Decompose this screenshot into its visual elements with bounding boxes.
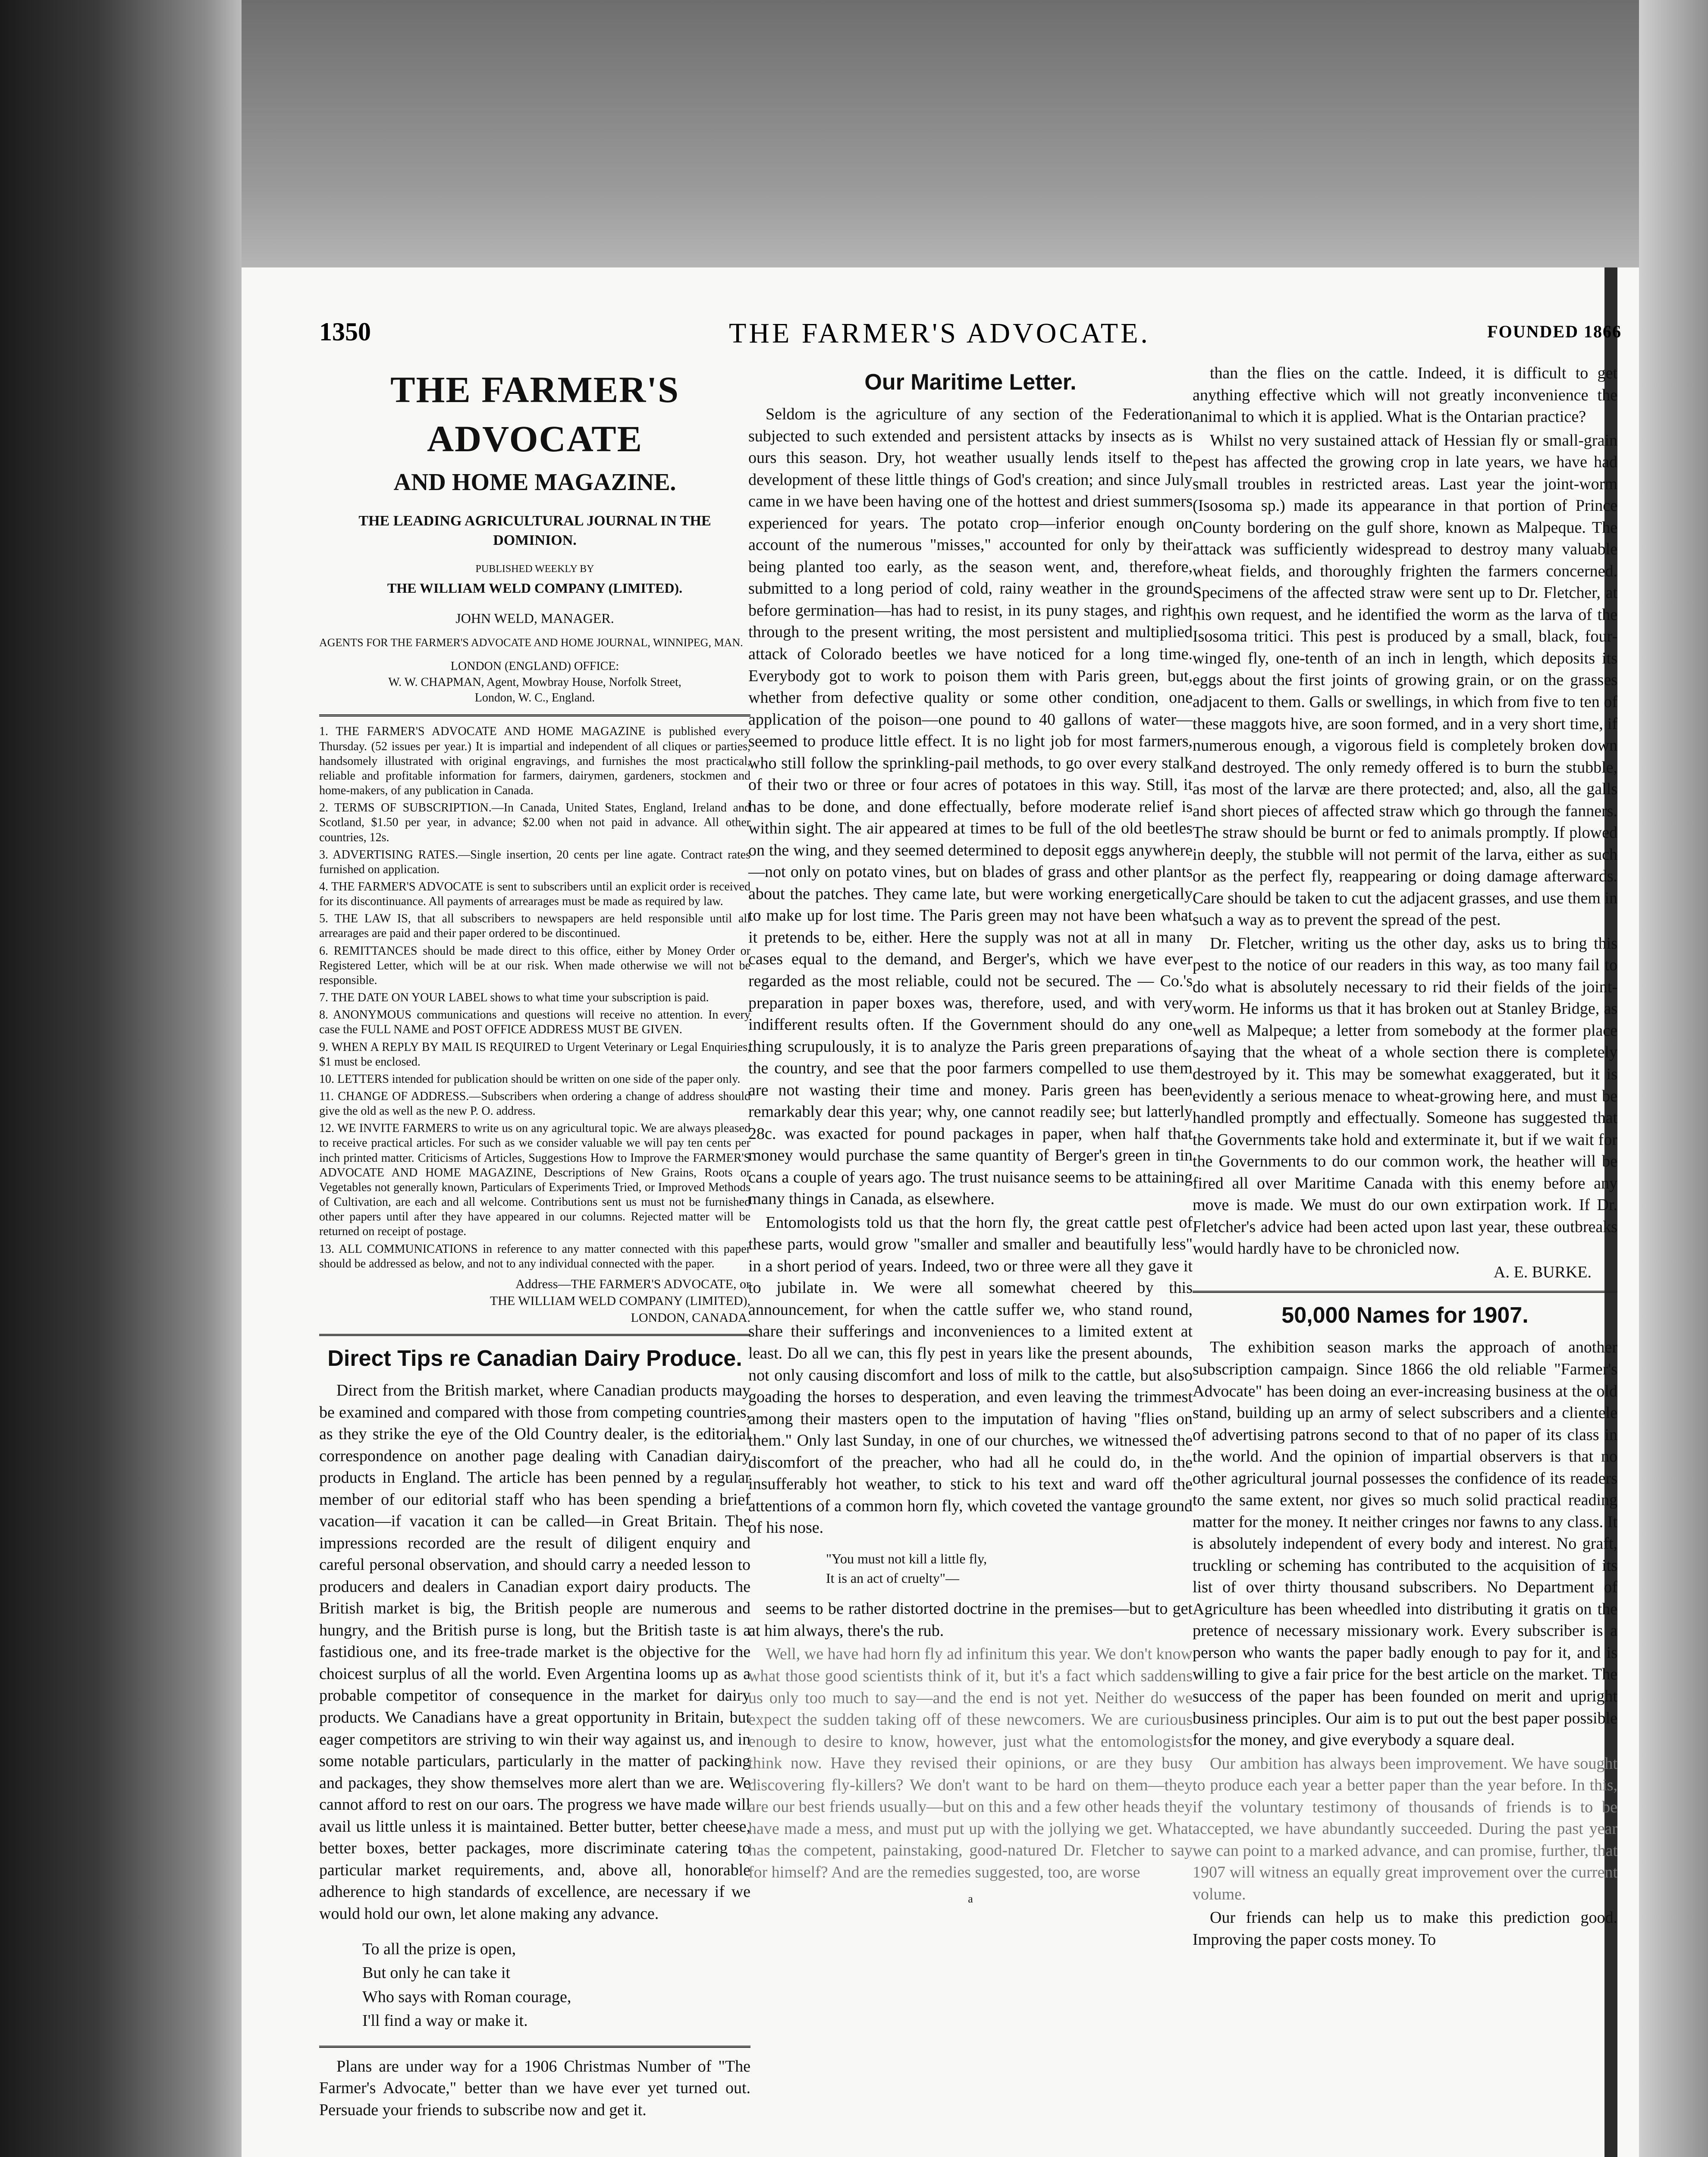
divider (319, 2046, 750, 2048)
poem (362, 1937, 750, 2032)
maritime-paragraph: seems to be rather distorted doctrine in the premises—but to get at him always, there's the rub. (748, 1600, 1193, 1640)
folio-mark: a (968, 1893, 973, 1905)
names-paragraph: Our friends can help us to make this prediction good. Improving the paper costs money. To (1193, 1909, 1617, 1949)
column-2 (748, 362, 1193, 1907)
notice-item: 8. ANONYMOUS communications and questions will receive no attention. In every case the FULL NAME and POST OFFICE ADDRESS MUST BE GIVEN. (319, 1008, 750, 1037)
notice-item: 5. THE LAW IS, that all subscribers to newspapers are held responsible until all arrearages are paid and their paper ordered to be discontinued. (319, 912, 750, 940)
christmas-number-note: Plans are under way for a 1906 Christmas Number of "The Farmer's Advocate," better than we have ever yet turned out. Persuade your friends to subscribe now and get it. (319, 2057, 750, 2119)
office-label: LONDON (ENGLAND) OFFICE: (450, 660, 619, 673)
maritime-continued: Whilst no very sustained attack of Hessian fly or small-grain pest has affected the growing crop in late years, we have had small troubles in restricted areas. Last year the joint-worm (Isosoma sp.) made its appearance in that portion of Prince County bordering on the gulf shore, known as Malpeque. The attack was sufficiently widespread to destroy many valuable wheat fields, and thoroughly frighten the farmers concerned. Specimens of the affected straw were sent up to Dr. Fletcher, at his own request, and he identified the worm as the larva of the Isosoma tritici. This pest is produced by a small, black, four-winged fly, one-tenth of an inch in length, which deposits its eggs about the first joints of growing grain, or on the grasses adjacent to them. Galls or swellings, in which from five to ten of these maggots hive, are soon formed, and in a very short time, if numerous enough, a vigorous field is completely broken down and destroyed. The only remedy offered is to burn the stubble, as most of the larvæ are there protected; and, also, all the galls and short pieces of affected straw which go through the fanners. The straw should be burnt or fed to animals promptly. If plowed in deeply, the stubble will not permit of the larva, either as such or as the perfect fly, reappearing or doing damage afterwards. Care should be taken to cut the adjacent grasses, and use them in such a way as to prevent the spread of the pest. (1193, 431, 1617, 929)
office-line-1: W. W. CHAPMAN, Agent, Mowbray House, Norfolk Street, (388, 675, 681, 689)
notice-item: 9. WHEN A REPLY BY MAIL IS REQUIRED to Urgent Veterinary or Legal Enquiries, $1 must be enclosed. (319, 1040, 750, 1069)
notices-list (319, 724, 750, 1271)
mailing-address (319, 1276, 750, 1326)
names-paragraph: Our ambition has always been improvement. We have sought to produce each year a better paper than the year before. In this, if the voluntary testimony of thousands of friends is to be accepted, we have abundantly succeeded. During the past year we can point to a marked advance, and can promise, further, that 1907 will witness an equally great improvement over the current volume. (1193, 1754, 1617, 1903)
notice-item: 3. ADVERTISING RATES.—Single insertion, 20 cents per line agate. Contract rates furnished on application. (319, 848, 750, 876)
notice-item: 11. CHANGE OF ADDRESS.—Subscribers when ordering a change of address should give the old as well as the new P. O. address. (319, 1090, 750, 1118)
notice-item: 12. WE INVITE FARMERS to write us on any agricultural topic. We are always pleased to receive practical articles. For such as we consider valuable we will pay ten cents per inch printed matter. Criticisms of Articles, Suggestions How to Improve the FARMER'S ADVOCATE AND HOME MAGAZINE, Descriptions of New Grains, Roots or Vegetables not generally known, Particulars of Experiments Tried, or Improved Methods of Cultivation, are each and all welcome. Contributions sent us must not be furnished other papers until after they have appeared in our columns. Rejected matter will be returned on receipt of postage. (319, 1122, 750, 1239)
london-office (319, 659, 750, 706)
names-article-title: 50,000 Names for 1907. (1281, 1303, 1529, 1328)
names-paragraph: The exhibition season marks the approach of another subscription campaign. Since 1866 the old reliable "Farmer's Advocate" has been doing an ever-increasing business at the old stand, building up an army of select subscribers and a clientele of advertising patrons second to that of no paper of its class in the world. And the opinion of impartial observers is that no other agricultural journal possesses the confidence of its readers to the same extent, nor gives so much solid practical reading matter for the money. It neither cringes nor fawns to any class. It is absolutely independent of every body and interest. No graft, truckling or scheming has contributed to the acquisition of its list of over thirty thousand subscribers. No Department of Agriculture has been wheedled into distributing it gratis on the pretence of necessary missionary work. Every subscriber is a person who wants the paper badly enough to pay for it, and is willing to give a fair price for the best article on the market. The success of the paper has been founded on merit and upright business principles. Our aim is to put out the best paper possible for the money, and give everybody a square deal. (1193, 1338, 1617, 1749)
divider (319, 1334, 750, 1336)
poem-line: I'll find a way or make it. (362, 2011, 528, 2030)
quote-line: It is an act of cruelty"— (826, 1570, 959, 1586)
divider (319, 714, 750, 717)
office-line-2: London, W. C., England. (474, 691, 595, 705)
masthead-subtitle: AND HOME MAGAZINE. (393, 469, 676, 496)
quoted-verse (826, 1549, 1193, 1588)
notice-item: 4. THE FARMER'S ADVOCATE is sent to subscribers until an explicit order is received for its discontinuance. All payments of arrearages must be made as required by law. (319, 880, 750, 909)
masthead-tagline: THE LEADING AGRICULTURAL JOURNAL IN THE DOMINION. (358, 513, 711, 549)
publisher: THE WILLIAM WELD COMPANY (LIMITED). (387, 580, 683, 596)
notice-item: 6. REMITTANCES should be made direct to this office, either by Money Order or Registered Letter, which will be at our risk. When made otherwise we will not be responsible. (319, 944, 750, 987)
quote-line: "You must not kill a little fly, (826, 1550, 987, 1566)
maritime-paragraph: Well, we have had horn fly ad infinitum this year. We don't know what those good scientists think of it, but it's a fact which saddens us only too much to say—and the end is not yet. Neither do we expect the sudden taking off of these newcomers. We are curious enough to desire to know, however, just what the entomologists think now. Have they revised their opinions, or are they busy discovering fly-killers? We don't want to be hard on them—they are our best friends usually—but on this and a few other heads they have made a mess, and must put up with the jollying we get. What has the competent, painstaking, good-natured Dr. Fletcher to say for himself? And are the remedies suggested, too, are worse (748, 1645, 1193, 1881)
scan-background-top (0, 0, 1708, 267)
dairy-article-title: Direct Tips re Canadian Dairy Produce. (327, 1346, 742, 1371)
masthead-title: THE FARMER'S ADVOCATE (390, 369, 679, 460)
address-line-3: LONDON, CANADA. (631, 1310, 750, 1325)
founded-note: FOUNDED 1866 (1487, 322, 1622, 341)
column-3 (1193, 362, 1617, 1952)
address-line-2: THE WILLIAM WELD COMPANY (LIMITED), (490, 1293, 750, 1308)
running-head: THE FARMER'S ADVOCATE. (729, 318, 1150, 349)
maritime-continued: Dr. Fletcher, writing us the other day, asks us to bring this pest to the notice of our readers in this way, as too many fail to do what is absolutely necessary to rid their fields of the joint-worm. He informs us that it has broken out at Stanley Bridge, as well as Malpeque; a letter from somebody at the former place saying that the wheat of a whole section there is completely destroyed by it. This may be somewhat exaggerated, but it is evidently a serious menace to wheat-growing here, and must be handled promptly and effectually. Someone has suggested that the Governments take hold and exterminate it, but if we wait for the Governments to do our common work, the heather will be fired all over Maritime Canada with this enemy before any move is made. We must do our own extirpation work. If Dr. Fletcher's advice had been acted upon last year, these outbreaks would hardly have to be chronicled now. (1193, 934, 1617, 1258)
scan-background-left (0, 0, 242, 2157)
notice-item: 10. LETTERS intended for publication should be written on one side of the paper only. (319, 1072, 741, 1086)
poem-line: Who says with Roman courage, (362, 1987, 571, 2006)
agents-line: AGENTS FOR THE FARMER'S ADVOCATE AND HOME JOURNAL, WINNIPEG, MAN. (319, 636, 743, 649)
page-header (319, 317, 1622, 356)
masthead (319, 365, 750, 706)
scan-background-right (1639, 0, 1708, 2157)
divider (1193, 1291, 1617, 1293)
dairy-article-body: Direct from the British market, where Canadian products may be examined and compared with those from competing countries, as they strike the eye of the Old Country dealer, is the editorial correspondence on another page dealing with Canadian dairy products in England. The article has been penned by a regular member of our editorial staff who has been spending a brief vacation—if vacation it can be called—in Great Britain. The impressions recorded are the result of diligent enquiry and careful personal observation, and should carry a needed lesson to producers and dealers in Canadian export dairy products. The British market is big, the British people are numerous and hungry, and the British purse is long, but the British taste is a fastidious one, and its free-trade market is the objective for the choicest surplus of all the world. Even Argentina looms up as a probable competitor of consequence in the market for dairy products. We Canadians have a great opportunity in Britain, but eager competitors are striving to win their way against us, and in some notable particulars, particularly in the matter of packing and packages, they show themselves more alert than we are. We cannot afford to rest on our oars. The progress we have made will avail us little unless it is maintained. Better butter, better cheese, better boxes, better packages, more discriminate catering to particular market requirements, and, above all, honorable adherence to high standards of excellence, are necessary if we would hold our own, let alone making any advance. (319, 1381, 750, 1923)
published-label: PUBLISHED WEEKLY BY (475, 563, 594, 575)
maritime-letter-title: Our Maritime Letter. (864, 370, 1077, 395)
maritime-paragraph: Entomologists told us that the horn fly, the great cattle pest of these parts, would grow "smaller and smaller and beautifully less" in a short period of years. Indeed, two or three were all they gave it to jubilate in. We were all somewhat cheered by this announcement, for when the cattle suffer we, who stand round, share their sufferings and inconveniences to a limited extent at least. Do all we can, this fly pest in years like the present abounds, not only causing discomfort and loss of milk to the cattle, but also goading the horses to desperation, and even leaving the trimmest among their masters open to the imputation of having "flies on them." Only last Sunday, in one of our churches, we witnessed the discomfort of the preacher, who had all he could do, in the insufferably hot weather, to stick to his text and ward off the attentions of a common horn fly, which coveted the vantage ground of his nose. (748, 1213, 1193, 1537)
notice-item: 2. TERMS OF SUBSCRIPTION.—In Canada, United States, England, Ireland and Scotland, $1.50 per year, in advance; $2.00 when not paid in advance. All other countries, 12s. (319, 801, 750, 844)
column-1 (319, 362, 750, 2122)
maritime-paragraph: Seldom is the agriculture of any section of the Federation subjected to such extended and persistent attacks by insects as is ours this season. Dry, hot weather usually lends itself to the development of these little things of God's creation; and since July came in we have been having one of the hottest and driest summers experienced for years. The potato crop—inferior enough on account of the numerous "misses," accounted for only by their being planted too early, as the season went, and, therefore, submitted to a long period of cold, rainy weather in the ground before germination—has had to resist, in its puny stages, and right through to the present writing, the most persistent and multiplied attack of Colorado beetles we have noticed for a long time. Everybody got to work to poison them with Paris green, but, whether from defective quality or some other condition, one application of the poison—one pound to 40 gallons of water—seemed to produce little effect. It is no light job for most farmers, who still follow the sprinkling-pail methods, to go over every stalk of their two or three or four acres of potatoes in this way. Still, it has to be done, and done effectually, before moderate relief is within sight. The air appeared at times to be full of the old beetles on the wing, and they seemed determined to deposit eggs anywhere—not only on potato vines, but on blades of grass and other plants about the patches. They came late, but were working energetically to make up for lost time. The Paris green may not have been what it pretends to be, either. Here the supply was not at all in many cases equal to the demand, and Berger's, which we have ever regarded as the most reliable, could not be secured. The — Co.'s preparation in paper boxes was, therefore, used, and with very indifferent results often. If the Government should do any one thing scrupulously, it is to analyze the Paris green preparations of the country, and see that the poor farmers compelled to use them are not wasting their time and money. Paris green has been remarkably dear this year; why, one cannot readily see; but latterly 28c. was exacted for pound packages in paper, when half that money would purchase the same quantity of Berger's green in tin cans a couple of years ago. The trust nuisance seems to be attaining many things in Canada, as elsewhere. (748, 405, 1193, 1208)
signature: A. E. BURKE. (1494, 1263, 1592, 1281)
manager: JOHN WELD, MANAGER. (455, 610, 614, 626)
notice-item: 13. ALL COMMUNICATIONS in reference to any matter connected with this paper should be addressed as below, and not to any individual connected with the paper. (319, 1242, 750, 1270)
poem-line: To all the prize is open, (362, 1940, 516, 1959)
address-line-1: Address—THE FARMER'S ADVOCATE, or (515, 1277, 750, 1291)
notice-item: 1. THE FARMER'S ADVOCATE AND HOME MAGAZINE is published every Thursday. (52 issues per year.) It is impartial and independent of all cliques or parties, handsomely illustrated with original engravings, and furnishes the most practical, reliable and profitable information for farmers, dairymen, gardeners, stockmen and home-makers, of any publication in Canada. (319, 725, 750, 798)
page-number: 1350 (319, 318, 371, 346)
poem-line: But only he can take it (362, 1964, 510, 1982)
notice-item: 7. THE DATE ON YOUR LABEL shows to what time your subscription is paid. (319, 991, 709, 1005)
maritime-continued: than the flies on the cattle. Indeed, it is difficult to get anything effective which will not greatly inconvenience the animal to which it is applied. What is the Ontarian practice? (1193, 364, 1617, 426)
